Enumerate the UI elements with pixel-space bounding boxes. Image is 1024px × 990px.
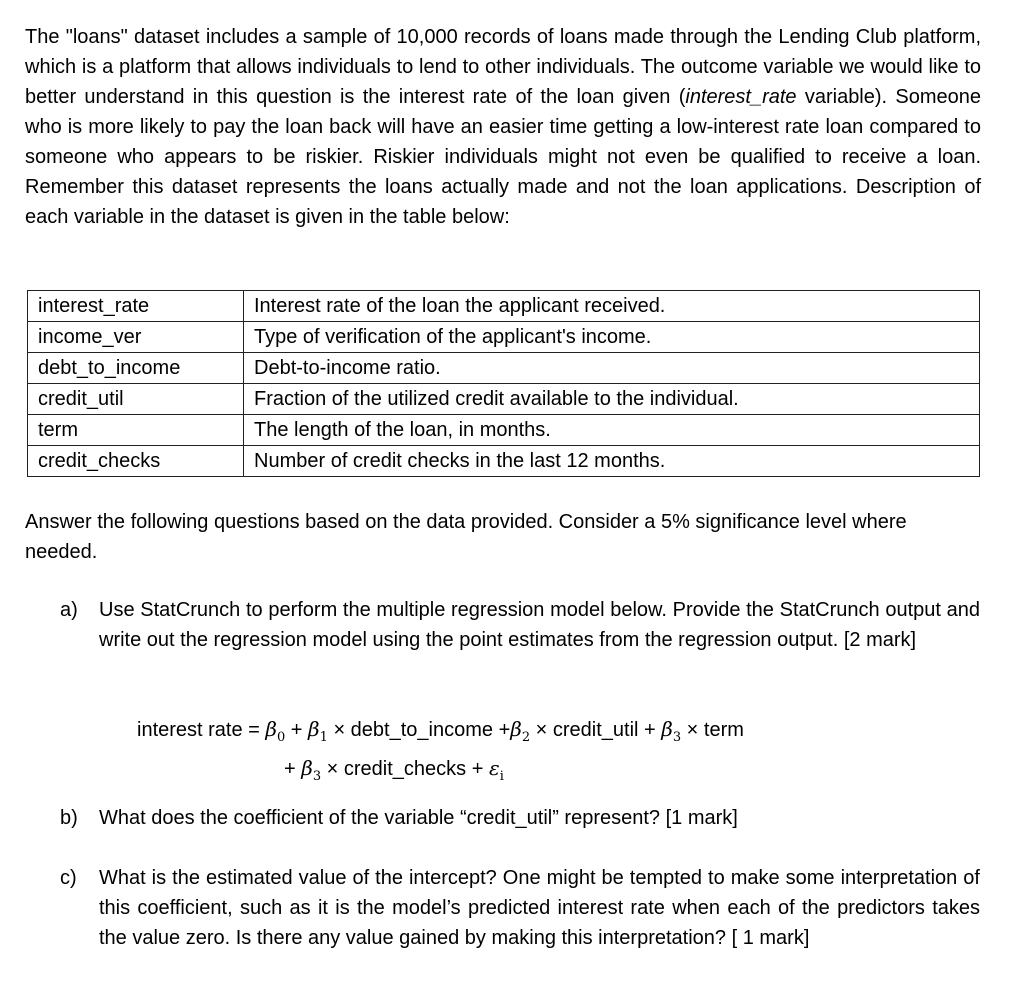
variable-table-body [28, 291, 980, 477]
beta-3: $\beta_3$ [661, 717, 682, 745]
question-b-text: What does the coefficient of the variable “credit_util” represent? [1 mark] [99, 807, 738, 829]
beta-1: $\beta_1$ [308, 717, 328, 745]
answer-instructions: Answer the following questions based on the data provided. Consider a 5% significance level where needed. [25, 511, 907, 563]
equation-term-credit-util: × credit_util + [530, 719, 662, 741]
question-c-letter: c) [60, 867, 77, 889]
variable-row [28, 446, 980, 477]
variable-row [28, 322, 980, 353]
variable-name: credit_checks [28, 446, 244, 477]
variable-row [28, 415, 980, 446]
equation-plus-2: + [284, 758, 302, 780]
variable-name: debt_to_income [28, 353, 244, 384]
beta-0: $\beta_0$ [265, 717, 286, 745]
variable-description: The length of the loan, in months. [244, 415, 980, 446]
intro-paragraph [25, 22, 981, 232]
regression-equation [137, 714, 744, 792]
intro-variable-name: interest_rate [685, 86, 797, 108]
question-b [60, 803, 980, 833]
variable-name: interest_rate [28, 291, 244, 322]
variable-name: income_ver [28, 322, 244, 353]
variable-row [28, 291, 980, 322]
question-c-text: What is the estimated value of the intercept? One might be tempted to make some interpretation of this coefficient, such as it is the model’s predicted interest rate when each of the predictors takes the value zero. Is there any value gained by making this interpretation? [ 1 mark] [99, 867, 980, 949]
equation-term-credit-checks: × credit_checks + [321, 758, 489, 780]
question-a [60, 595, 980, 655]
variable-table [27, 290, 980, 477]
intro-text-1: The "loans" dataset includes a sample of 10,000 records of loans made through the Lending Club platform, which is a platform that allows individuals to lend to other individuals. The outcome variable we would like to better understand in this question is the interest rate of the loan given ( [25, 26, 981, 108]
question-c [60, 863, 980, 953]
question-a-text: Use StatCrunch to perform the multiple regression model below. Provide the StatCrunch output and write out the regression model using the point estimates from the regression output. [2 mark] [99, 599, 980, 651]
question-a-letter: a) [60, 599, 78, 621]
variable-description: Debt-to-income ratio. [244, 353, 980, 384]
question-b-letter: b) [60, 807, 78, 829]
variable-row [28, 353, 980, 384]
equation-plus: + [285, 719, 309, 741]
variable-description: Fraction of the utilized credit available to the individual. [244, 384, 980, 415]
equation-term-term: × term [681, 719, 744, 741]
beta-3-second: $\beta_3$ [301, 756, 322, 784]
intro-text-2: variable). Someone who is more likely to pay the loan back will have an easier time getting a low-interest rate loan compared to someone who appears to be riskier. Riskier individuals might not even be qualified to receive a loan. Remember this dataset represents the loans actually made and not the loan applications. Description of each variable in the dataset is given in the table below: [25, 86, 981, 228]
variable-description: Number of credit checks in the last 12 months. [244, 446, 980, 477]
variable-row [28, 384, 980, 415]
beta-2: $\beta_2$ [510, 717, 531, 745]
equation-lhs: interest rate = [137, 719, 266, 741]
variable-name: term [28, 415, 244, 446]
equation-line-1 [137, 714, 744, 753]
variable-description: Interest rate of the loan the applicant received. [244, 291, 980, 322]
variable-description: Type of verification of the applicant's income. [244, 322, 980, 353]
equation-term-debt: × debt_to_income + [327, 719, 511, 741]
variable-name: credit_util [28, 384, 244, 415]
equation-line-2 [137, 753, 744, 792]
epsilon-i: $\varepsilon_i$ [488, 756, 504, 784]
